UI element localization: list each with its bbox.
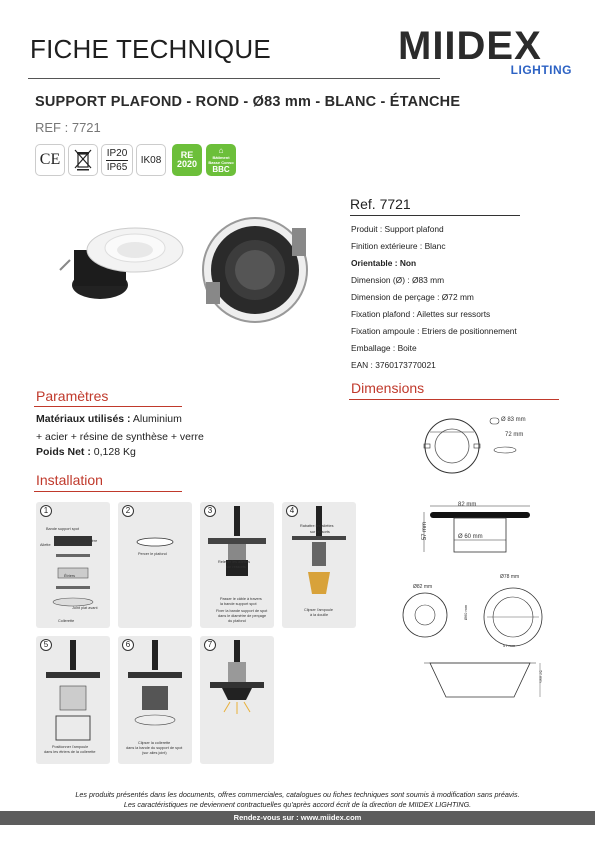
step-label: Clipser l'ampoule xyxy=(304,608,334,612)
ip-rating-bottom: IP65 xyxy=(106,161,128,173)
house-icon: ⌂ xyxy=(218,146,224,155)
step-label: dans la bande du support de spot xyxy=(126,746,183,750)
left-inner-label: Ø60 mm xyxy=(463,604,469,621)
step-label: Joint plat arrière xyxy=(70,539,98,543)
brand-logo xyxy=(398,24,574,80)
spec-divider xyxy=(350,215,520,216)
spec-row: EAN : 3760173770021 xyxy=(351,360,436,370)
bbc-badge xyxy=(206,144,236,176)
spec-row: Produit : Support plafond xyxy=(351,224,444,234)
step-label: Collerette xyxy=(58,619,75,623)
parametres-heading: Paramètres xyxy=(36,388,109,404)
step-number: 2 xyxy=(122,505,134,517)
finished-spot-icon xyxy=(200,636,274,764)
weight-line: Poids Net : 0,128 Kg xyxy=(36,446,136,458)
step-label: la bande support spot xyxy=(220,602,257,606)
page-title: FICHE TECHNIQUE xyxy=(30,34,271,64)
step-label: Percer le plafond xyxy=(138,552,167,556)
install-step-6 xyxy=(118,636,192,764)
product-back-image xyxy=(203,218,307,322)
spec-row: Finition extérieure : Blanc xyxy=(351,241,446,251)
spec-row: Dimension (Ø) : Ø83 mm xyxy=(351,275,445,285)
weee-bin-badge xyxy=(68,144,98,176)
step-label: Positionner l'ampoule xyxy=(52,745,89,749)
step-label: dans le diamètre de perçage xyxy=(218,614,267,618)
website-link[interactable]: Rendez-vous sur : www.miidex.com xyxy=(233,813,362,822)
re2020-badge xyxy=(172,144,202,176)
step-label: Rabattre les ailettes xyxy=(300,524,334,528)
step-number: 7 xyxy=(204,639,216,651)
step-label: Ailette xyxy=(40,543,51,547)
spec-row: Emballage : Boite xyxy=(351,343,417,353)
left-diameter-label: Ø82 mm xyxy=(413,584,433,590)
legal-disclaimer xyxy=(0,790,595,810)
bottom-width-label: 57 mm xyxy=(503,643,516,648)
bbc-caption: Bâtiment Basse Conso xyxy=(208,155,234,165)
disclaimer-line-2: Les caractéristiques ne deviennent contractuelles qu'après accord écrit de la direction de MIIDEX LIGHTING. xyxy=(123,800,472,809)
ik-rating-text: IK08 xyxy=(140,154,162,166)
step-number: 6 xyxy=(122,639,134,651)
re-label: RE xyxy=(180,150,194,160)
disclaimer-line-1: Les produits présentés dans les documents, offres commerciales, catalogues ou fiches techniques sont soumis à modification sans préavis. xyxy=(75,790,520,799)
ik-rating-badge xyxy=(136,144,166,176)
step-number: 3 xyxy=(204,505,216,517)
installation-heading: Installation xyxy=(36,472,103,488)
ce-mark-badge xyxy=(35,144,65,176)
step-label: Relever les ailettes xyxy=(218,560,251,564)
title-divider xyxy=(28,78,440,79)
installation-divider xyxy=(34,491,182,492)
re-year: 2020 xyxy=(176,159,198,169)
product-reference: REF : 7721 xyxy=(35,120,101,135)
step-label: Clipser la collerette xyxy=(138,741,171,745)
step-label: du plafond xyxy=(228,619,246,623)
ip-rating-badge xyxy=(101,144,133,176)
materials-line: Matériaux utilisés : Aluminium xyxy=(36,413,182,425)
ip-divider xyxy=(106,160,128,161)
step-label: Passer le câble à travers xyxy=(220,597,262,601)
dimension-section-diagram xyxy=(410,655,550,705)
step-number: 5 xyxy=(40,639,52,651)
spec-row: Orientable : Non xyxy=(351,258,417,268)
install-step-2 xyxy=(118,502,192,628)
product-subtitle: SUPPORT PLAFOND - ROND - Ø83 mm - BLANC - ÉTANCHE xyxy=(35,94,461,110)
logo-tagline: LIGHTING xyxy=(510,63,572,77)
step-label: dans les étriers de la collerette xyxy=(44,750,96,754)
legend-cut-dimension: 72 mm xyxy=(505,432,524,438)
logo-wordmark: MIIDEX xyxy=(398,24,542,68)
spec-row: Fixation ampoule : Etriers de positionnement xyxy=(351,326,517,336)
dimensions-divider xyxy=(349,399,559,400)
product-front-image xyxy=(60,228,183,299)
step-label: sur ressorts xyxy=(310,530,330,534)
install-step-5 xyxy=(36,636,110,764)
top-width-label: 82 mm xyxy=(458,502,477,508)
step-label: Bande support spot xyxy=(46,527,79,531)
materials-line-2: + acier + résine de synthèse + verre xyxy=(36,431,204,443)
ip-rating-top: IP20 xyxy=(106,147,128,159)
inner-diameter-label: Ø 60 mm xyxy=(458,534,483,540)
step-number: 4 xyxy=(286,505,298,517)
section-height-label: 57 mm xyxy=(538,670,544,683)
step-label: Joint plat avant xyxy=(72,606,98,610)
right-diameter-label: Ø78 mm xyxy=(500,574,520,580)
drill-ceiling-icon xyxy=(118,502,192,628)
ce-mark-text: CE xyxy=(39,151,61,168)
step-number: 1 xyxy=(40,505,52,517)
bbc-label: BBC xyxy=(212,165,230,174)
product-photos xyxy=(40,190,340,350)
step-label: à la douille xyxy=(310,613,329,617)
spec-row: Fixation plafond : Ailettes sur ressorts xyxy=(351,309,491,319)
parametres-divider xyxy=(34,406,182,407)
side-height-label: 57 mm xyxy=(422,521,429,541)
install-step-4 xyxy=(282,502,356,628)
install-step-7 xyxy=(200,636,274,764)
crossed-bin-icon xyxy=(74,149,92,171)
dimension-topview-diagram xyxy=(400,410,560,480)
step-label: Étriers xyxy=(64,574,75,578)
install-step-1 xyxy=(36,502,110,628)
spec-reference: Ref. 7721 xyxy=(350,196,411,212)
dimensions-heading: Dimensions xyxy=(351,380,425,396)
step-label: Fixer la bande support de spot xyxy=(216,609,268,613)
step-label: sur ressorts xyxy=(226,565,246,569)
spec-row: Dimension de perçage : Ø72 mm xyxy=(351,292,474,302)
step-label: (sur ailes joint) xyxy=(142,751,167,755)
dimension-sideview-diagram xyxy=(420,500,540,560)
legend-outer-dimension: Ø 83 mm xyxy=(501,417,526,423)
install-step-3 xyxy=(200,502,274,628)
